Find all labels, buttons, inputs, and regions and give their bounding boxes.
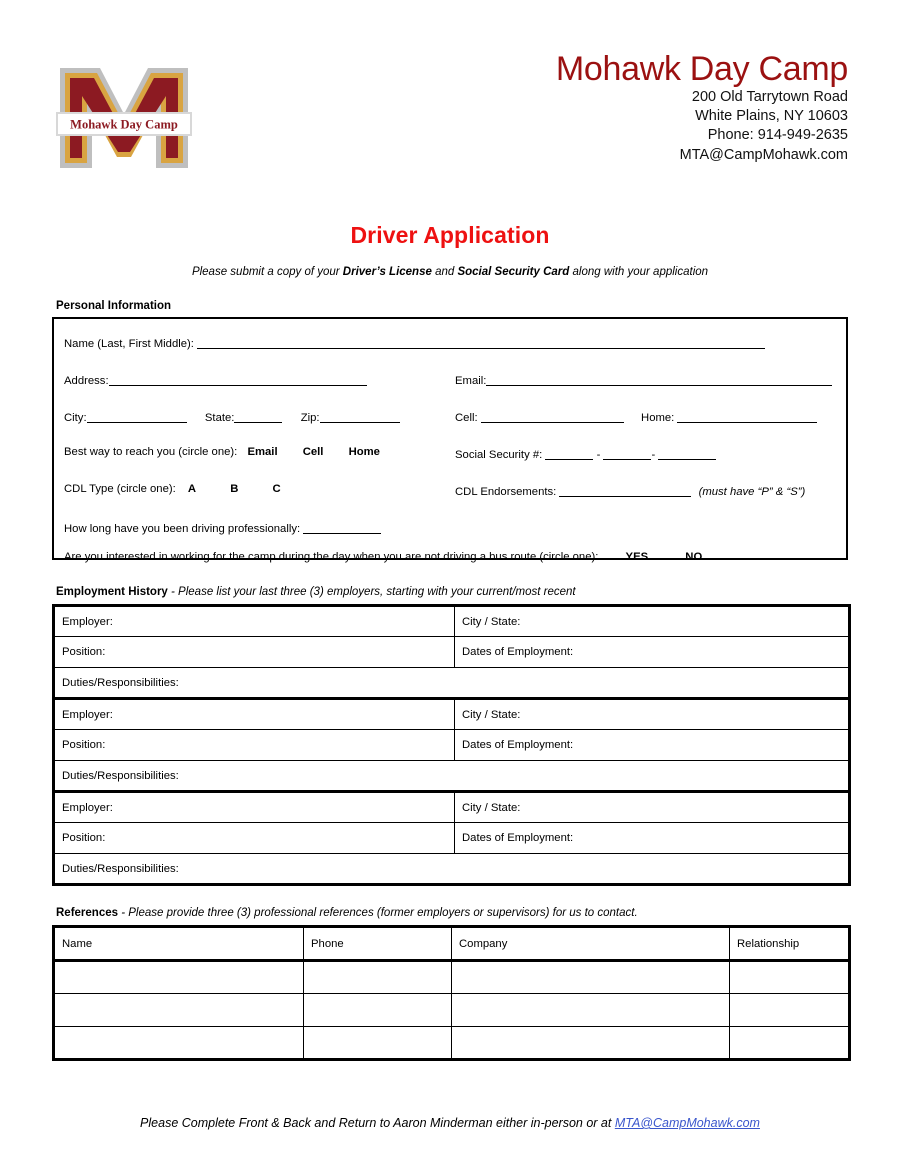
day-work-option-yes[interactable]: YES bbox=[625, 551, 649, 563]
email-input-line[interactable] bbox=[486, 373, 832, 386]
reference-relationship-cell-1[interactable] bbox=[730, 961, 850, 994]
personal-information-box bbox=[52, 317, 848, 563]
ssn-dash-1: - bbox=[596, 449, 601, 461]
field-social-security-row bbox=[455, 447, 716, 461]
table-row[interactable] bbox=[54, 854, 850, 885]
best-way-option-cell[interactable]: Cell bbox=[302, 446, 324, 458]
cdl-type-label: CDL Type (circle one): bbox=[64, 483, 176, 495]
field-day-work-row bbox=[64, 552, 702, 563]
table-header-row bbox=[54, 927, 850, 961]
document-footer bbox=[0, 1116, 900, 1130]
ssn-part-2-input-line[interactable] bbox=[603, 447, 651, 460]
column-header-relationship: Relationship bbox=[730, 927, 850, 961]
reference-name-cell-2[interactable] bbox=[54, 994, 304, 1027]
cdl-type-option-c[interactable]: C bbox=[272, 483, 281, 495]
home-input-line[interactable] bbox=[677, 410, 817, 423]
duties-label-cell-1[interactable]: Duties/Responsibilities: bbox=[54, 668, 850, 699]
day-work-option-no[interactable]: NO bbox=[685, 551, 703, 563]
footer-text: Please Complete Front & Back and Return to Aaron Minderman either in-person or at bbox=[140, 1116, 615, 1130]
cdl-endorsements-input-line[interactable] bbox=[559, 484, 691, 497]
employment-history-table bbox=[52, 604, 851, 886]
column-header-phone: Phone bbox=[304, 927, 452, 961]
document-header bbox=[0, 0, 900, 200]
subtitle-part-2: and bbox=[431, 266, 458, 278]
city-state-label-cell-2[interactable]: City / State: bbox=[455, 699, 850, 730]
references-heading bbox=[56, 907, 638, 919]
dates-label-cell-3[interactable]: Dates of Employment: bbox=[455, 823, 850, 854]
organization-contact-block bbox=[556, 52, 848, 165]
field-cdl-type-row bbox=[64, 484, 281, 495]
address-input-line[interactable] bbox=[109, 373, 367, 386]
subtitle-bold-drivers-license: Driver’s License bbox=[342, 266, 432, 278]
field-driving-years-row bbox=[64, 521, 381, 535]
table-row[interactable] bbox=[54, 637, 850, 668]
employer-label-cell-1[interactable]: Employer: bbox=[54, 606, 455, 637]
column-header-name: Name bbox=[54, 927, 304, 961]
cell-label: Cell: bbox=[455, 412, 478, 424]
reference-name-cell-1[interactable] bbox=[54, 961, 304, 994]
employer-label-cell-2[interactable]: Employer: bbox=[54, 699, 455, 730]
ssn-dash-2: - bbox=[651, 449, 656, 461]
employment-history-heading bbox=[56, 586, 576, 598]
table-row[interactable] bbox=[54, 606, 850, 637]
page-title: Driver Application bbox=[350, 222, 550, 248]
organization-name: Mohawk Day Camp bbox=[555, 50, 848, 88]
reference-phone-cell-1[interactable] bbox=[304, 961, 452, 994]
references-label: References bbox=[56, 907, 119, 919]
phone-number: Phone: 914-949-2635 bbox=[707, 127, 848, 144]
table-row[interactable] bbox=[54, 668, 850, 699]
field-address-row bbox=[64, 373, 367, 387]
address-line-2: White Plains, NY 10603 bbox=[695, 107, 848, 124]
position-label-cell-2[interactable]: Position: bbox=[54, 730, 455, 761]
best-way-label: Best way to reach you (circle one): bbox=[64, 446, 238, 458]
cell-input-line[interactable] bbox=[481, 410, 624, 423]
position-label-cell-1[interactable]: Position: bbox=[54, 637, 455, 668]
personal-information-label: Personal Information bbox=[56, 300, 172, 312]
table-row[interactable] bbox=[54, 1027, 850, 1060]
reference-company-cell-3[interactable] bbox=[452, 1027, 730, 1060]
email-label: Email: bbox=[455, 375, 487, 387]
field-email-row bbox=[455, 373, 832, 387]
table-row[interactable] bbox=[54, 792, 850, 823]
employer-label-cell-3[interactable]: Employer: bbox=[54, 792, 455, 823]
table-row[interactable] bbox=[54, 730, 850, 761]
table-row[interactable] bbox=[54, 961, 850, 994]
field-cell-home-row bbox=[455, 410, 817, 424]
state-input-line[interactable] bbox=[234, 410, 282, 423]
page-subtitle bbox=[0, 266, 900, 278]
best-way-option-home[interactable]: Home bbox=[348, 446, 380, 458]
references-table bbox=[52, 925, 851, 1061]
personal-information-heading bbox=[56, 300, 171, 312]
city-state-label-cell-3[interactable]: City / State: bbox=[455, 792, 850, 823]
subtitle-part-3: along with your application bbox=[569, 266, 709, 278]
table-row[interactable] bbox=[54, 761, 850, 792]
ssn-part-3-input-line[interactable] bbox=[658, 447, 716, 460]
home-label: Home: bbox=[641, 412, 675, 424]
footer-email-link[interactable]: MTA@CampMohawk.com bbox=[614, 1116, 760, 1130]
dates-label-cell-2[interactable]: Dates of Employment: bbox=[455, 730, 850, 761]
reference-relationship-cell-3[interactable] bbox=[730, 1027, 850, 1060]
duties-label-cell-3[interactable]: Duties/Responsibilities: bbox=[54, 854, 850, 885]
reference-company-cell-2[interactable] bbox=[452, 994, 730, 1027]
social-security-label: Social Security #: bbox=[455, 449, 543, 461]
reference-phone-cell-2[interactable] bbox=[304, 994, 452, 1027]
field-name-row bbox=[64, 336, 765, 350]
mohawk-day-camp-logo bbox=[56, 62, 192, 174]
name-label: Name (Last, First Middle): bbox=[64, 338, 194, 350]
subtitle-part-1: Please submit a copy of your bbox=[191, 266, 343, 278]
cdl-type-option-b[interactable]: B bbox=[230, 483, 239, 495]
reference-phone-cell-3[interactable] bbox=[304, 1027, 452, 1060]
reference-company-cell-1[interactable] bbox=[452, 961, 730, 994]
address-line-1: 200 Old Tarrytown Road bbox=[691, 88, 848, 105]
table-row[interactable] bbox=[54, 994, 850, 1027]
day-work-question-label: Are you interested in working for the camp during the day when you are not driving a bus route (circle one): bbox=[64, 551, 599, 563]
cdl-endorsements-note: (must have “P” & “S”) bbox=[698, 486, 806, 498]
table-row[interactable] bbox=[54, 699, 850, 730]
email-address: MTA@CampMohawk.com bbox=[679, 146, 848, 163]
cdl-type-option-a[interactable]: A bbox=[187, 483, 197, 495]
zip-input-line[interactable] bbox=[320, 410, 400, 423]
ssn-part-1-input-line[interactable] bbox=[545, 447, 593, 460]
cdl-endorsements-label: CDL Endorsements: bbox=[455, 486, 557, 498]
position-label-cell-3[interactable]: Position: bbox=[54, 823, 455, 854]
employment-history-description: - Please list your last three (3) employers, starting with your current/most recent bbox=[171, 586, 576, 598]
city-state-label-cell-1[interactable]: City / State: bbox=[455, 606, 850, 637]
references-description: - Please provide three (3) professional references (former employers or supervisors) for us to contact. bbox=[121, 907, 638, 919]
address-label: Address: bbox=[64, 375, 109, 387]
duties-label-cell-2[interactable]: Duties/Responsibilities: bbox=[54, 761, 850, 792]
driving-years-label: How long have you been driving professionally: bbox=[64, 523, 301, 535]
field-city-state-zip-row bbox=[64, 410, 400, 424]
table-row[interactable] bbox=[54, 823, 850, 854]
column-header-company: Company bbox=[452, 927, 730, 961]
employment-history-label: Employment History bbox=[56, 586, 168, 598]
zip-label: Zip: bbox=[300, 412, 320, 424]
city-input-line[interactable] bbox=[87, 410, 187, 423]
logo-banner-text: Mohawk Day Camp bbox=[70, 117, 178, 132]
dates-label-cell-1[interactable]: Dates of Employment: bbox=[455, 637, 850, 668]
reference-relationship-cell-2[interactable] bbox=[730, 994, 850, 1027]
field-best-way-row bbox=[64, 447, 380, 458]
state-label: State: bbox=[204, 412, 235, 424]
driving-years-input-line[interactable] bbox=[303, 521, 381, 534]
field-cdl-endorsements-row bbox=[455, 484, 805, 498]
reference-name-cell-3[interactable] bbox=[54, 1027, 304, 1060]
name-input-line[interactable] bbox=[197, 336, 765, 349]
subtitle-bold-social-security-card: Social Security Card bbox=[457, 266, 570, 278]
city-label: City: bbox=[64, 412, 87, 424]
best-way-option-email[interactable]: Email bbox=[247, 446, 278, 458]
